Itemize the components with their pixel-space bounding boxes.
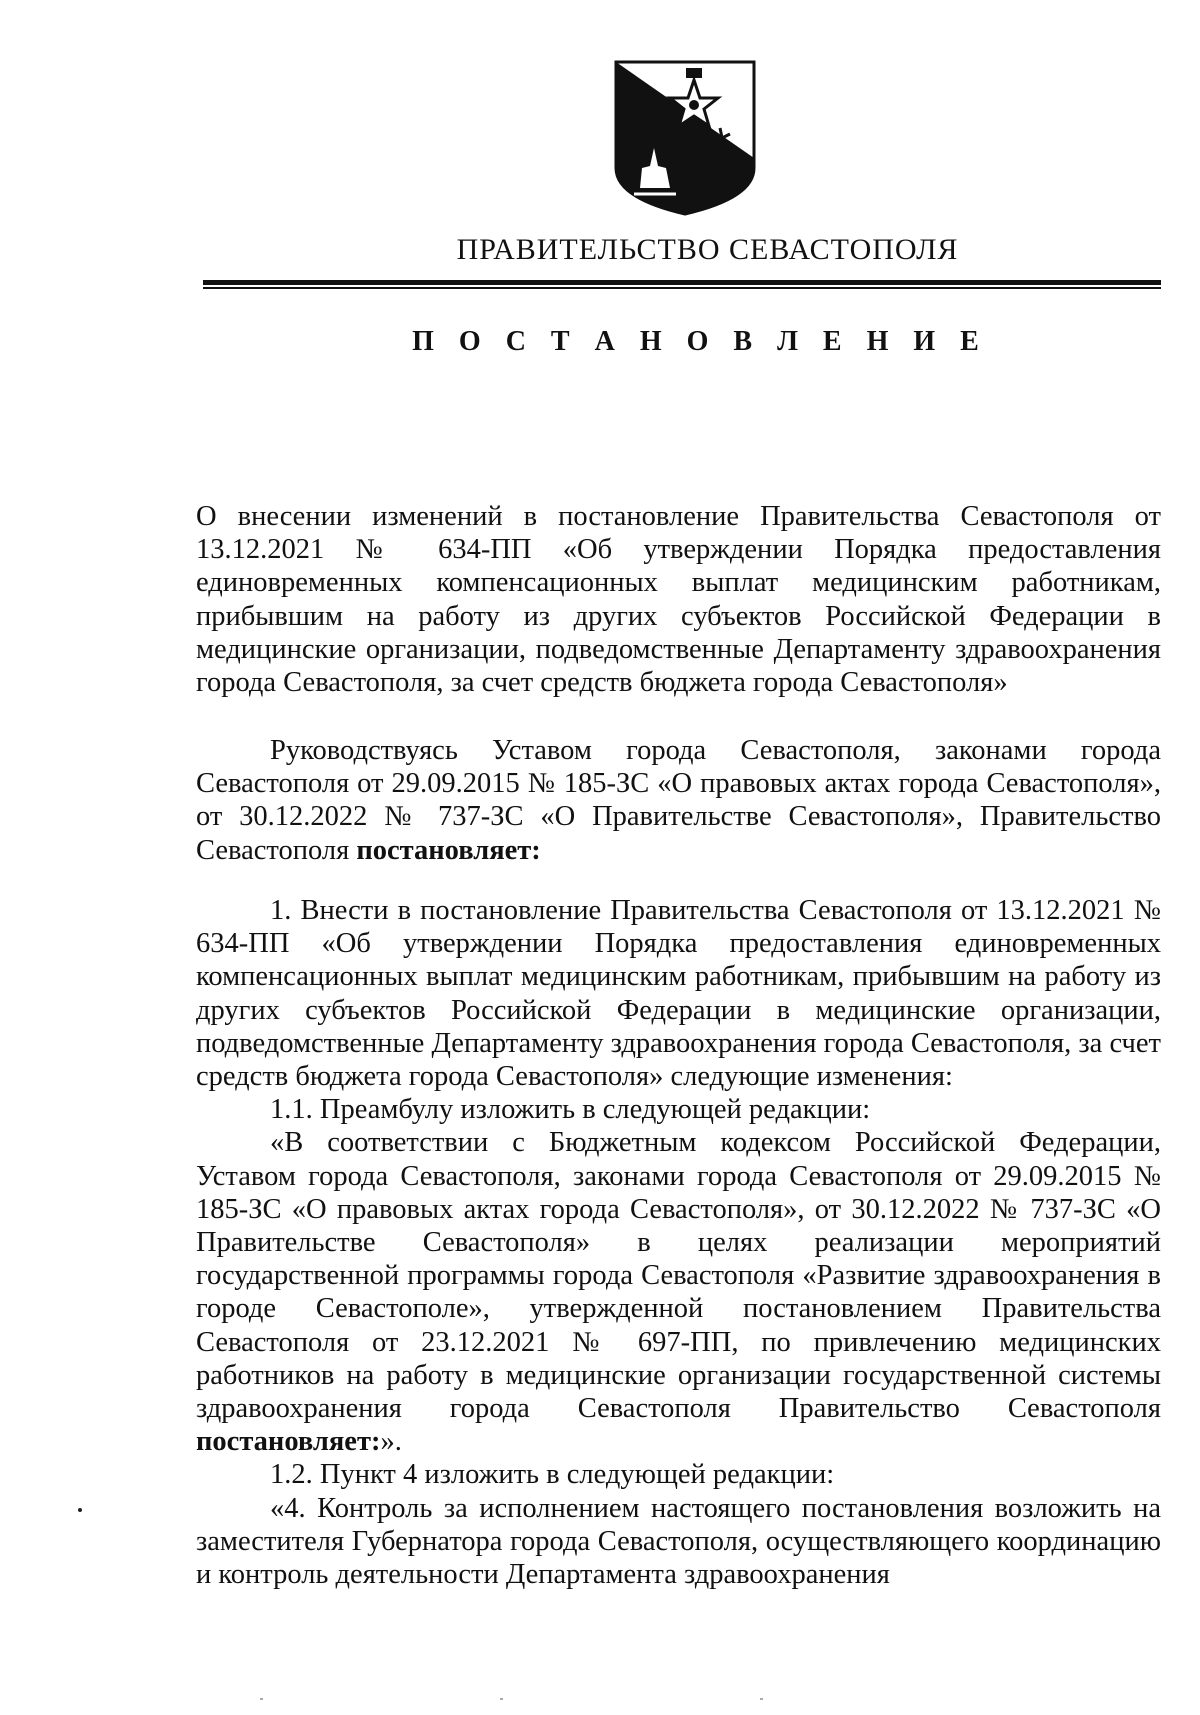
item-1-1-quote-text: «В соответствии с Бюджетным кодексом Российской Федерации, Уставом города Севастополя, законами города Севастополя от 29.09.2015 № 185-ЗС «О правовых актах города Севастополя», от 30.12.2022 № 737-ЗС «О Правительстве Севастополя» в целях реализации мероприятий государственной программы города Севастополя «Развитие здравоохранения в городе Севастополе», утвержденной постановлением Правительства Севастополя от 23.12.2021 № 697-ПП, по привлечению медицинских работников на работу в медицинские организации государственной системы здравоохранения города Севастополя Правительство Севастополя <box>196 1127 1161 1425</box>
item-1: 1. Внести в постановление Правительства Севастополя от 13.12.2021 № 634-ПП «Об утверждении Порядка предоставления единовременных компенсационных выплат медицинским работникам, прибывшим на работу из других субъектов Российской Федерации в медицинские организации, подведомственные Департаменту здравоохранения города Севастополя, за счет средств бюджета города Севастополя» следующие изменения: <box>196 895 1161 1093</box>
item-1-1-quote-decree: постановляет: <box>196 1426 381 1458</box>
preamble-decree: постановляет: <box>356 834 541 866</box>
preamble <box>196 734 1161 867</box>
document-subject <box>196 500 1161 699</box>
document-type-title: П О С Т А Н О В Л Е Н И Е <box>412 326 988 357</box>
scan-speck <box>78 1508 82 1512</box>
header-rule-thick <box>203 280 1161 285</box>
sevastopol-coat-of-arms-icon <box>610 58 760 218</box>
header-rule-thin <box>203 287 1161 289</box>
decree-items <box>196 894 1161 1591</box>
government-name: ПРАВИТЕЛЬСТВО СЕВАСТОПОЛЯ <box>456 233 959 266</box>
preamble-text: Руководствуясь Уставом города Севастополя, законами города Севастополя от 29.09.2015 № 185-ЗС «О правовых актах города Севастополя», от 30.12.2022 № 737-ЗС «О Правительстве Севастополя», Правительство Севастополя <box>196 735 1161 866</box>
scan-dots <box>240 1698 940 1702</box>
item-1-1-quote-end: ». <box>380 1426 402 1458</box>
subject-paragraph: О внесении изменений в постановление Правительства Севастополя от 13.12.2021 № 634-ПП «Об утверждении Порядка предоставления единовременных компенсационных выплат медицинским работникам, прибывшим на работу из других субъектов Российской Федерации в медицинские организации, подведомственные Департаменту здравоохранения города Севастополя, за счет средств бюджета города Севастополя» <box>196 501 1161 699</box>
item-1-2-quote: «4. Контроль за исполнением настоящего постановления возложить на заместителя Губернатора города Севастополя, осуществляющего координацию и контроль деятельности Департамента здравоохранения <box>196 1492 1161 1591</box>
item-1-2: 1.2. Пункт 4 изложить в следующей редакции: <box>270 1459 835 1491</box>
item-1-1: 1.1. Преамбулу изложить в следующей редакции: <box>270 1094 871 1126</box>
item-1-1-quote <box>196 1126 1161 1458</box>
preamble-paragraph <box>196 734 1161 867</box>
